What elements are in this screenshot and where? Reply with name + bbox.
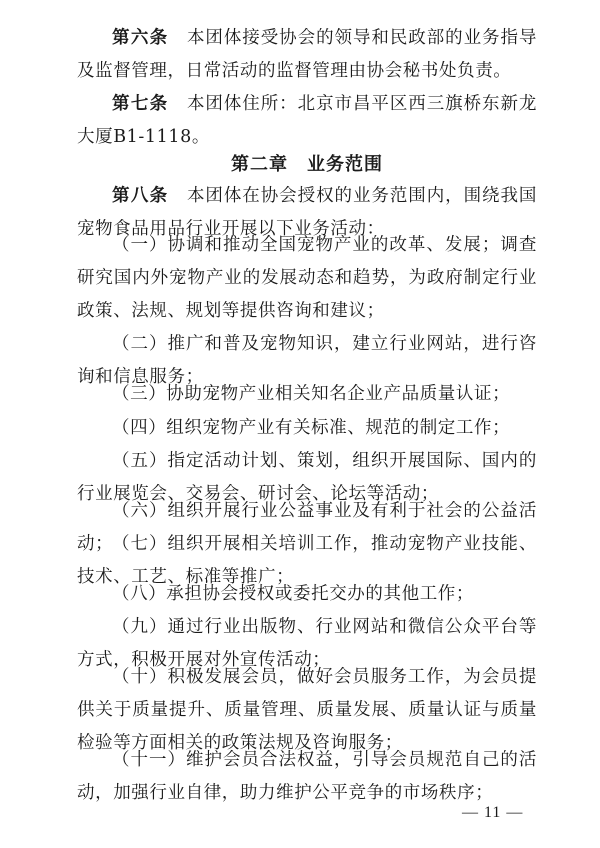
- article-7-text: 本团体住所：北京市昌平区西三旗桥东新龙大厦B1-1118。: [77, 94, 538, 147]
- article-8-text: 本团体在协会授权的业务范围内，围绕我国宠物食品用品行业开展以下业务活动：: [77, 186, 538, 239]
- list-item-6: （六）组织开展行业公益事业及有利于社会的公益活动；: [77, 501, 537, 554]
- list-item-8: （八）承担协会授权或委托交办的其他工作；: [112, 584, 474, 604]
- article-6-text: 本团体接受协会的领导和民政部的业务指导及监督管理，日常活动的监督管理由协会秘书处负责。: [77, 28, 538, 81]
- list-item-7: （七）组织开展相关培训工作，推动宠物产业技能、技术、工艺、标准等推广；: [77, 534, 537, 587]
- article-6: [77, 22, 537, 88]
- list-item-3: （三）协助宠物产业相关知名企业产品质量认证；: [112, 384, 511, 404]
- list-item-5: （五）指定活动计划、策划，组织开展国际、国内的行业展览会、交易会、研讨会、论坛等活动；: [77, 451, 537, 504]
- list-item-4: （四）组织宠物产业有关标准、规范的制定工作；: [112, 418, 511, 438]
- article-7-label: 第七条: [112, 94, 169, 114]
- article-7: [77, 88, 537, 154]
- article-8-label: 第八条: [112, 186, 169, 206]
- article-6-label: 第六条: [112, 28, 169, 48]
- chapter-title: 第二章 业务范围: [231, 154, 383, 175]
- list-item-2: （二）推广和普及宠物知识，建立行业网站，进行咨询和信息服务；: [77, 334, 537, 387]
- list-item-9: （九）通过行业出版物、行业网站和微信公众平台等方式，积极开展对外宣传活动；: [77, 617, 537, 670]
- list-item-1: （一）协调和推动全国宠物产业的改革、发展；调查研究国内外宠物产业的发展动态和趋势，为政府制定行业政策、法规、规划等提供咨询和建议；: [77, 235, 537, 321]
- list-item-10: （十）积极发展会员，做好会员服务工作，为会员提供关于质量提升、质量管理、质量发展、质量认证与质量检验等方面相关的政策法规及咨询服务；: [77, 667, 537, 753]
- list-item-11: （十一）维护会员合法权益，引导会员规范自己的活动，加强行业自律，助力维护公平竞争的市场秩序；: [77, 750, 537, 803]
- page-number: — 11 —: [462, 804, 524, 821]
